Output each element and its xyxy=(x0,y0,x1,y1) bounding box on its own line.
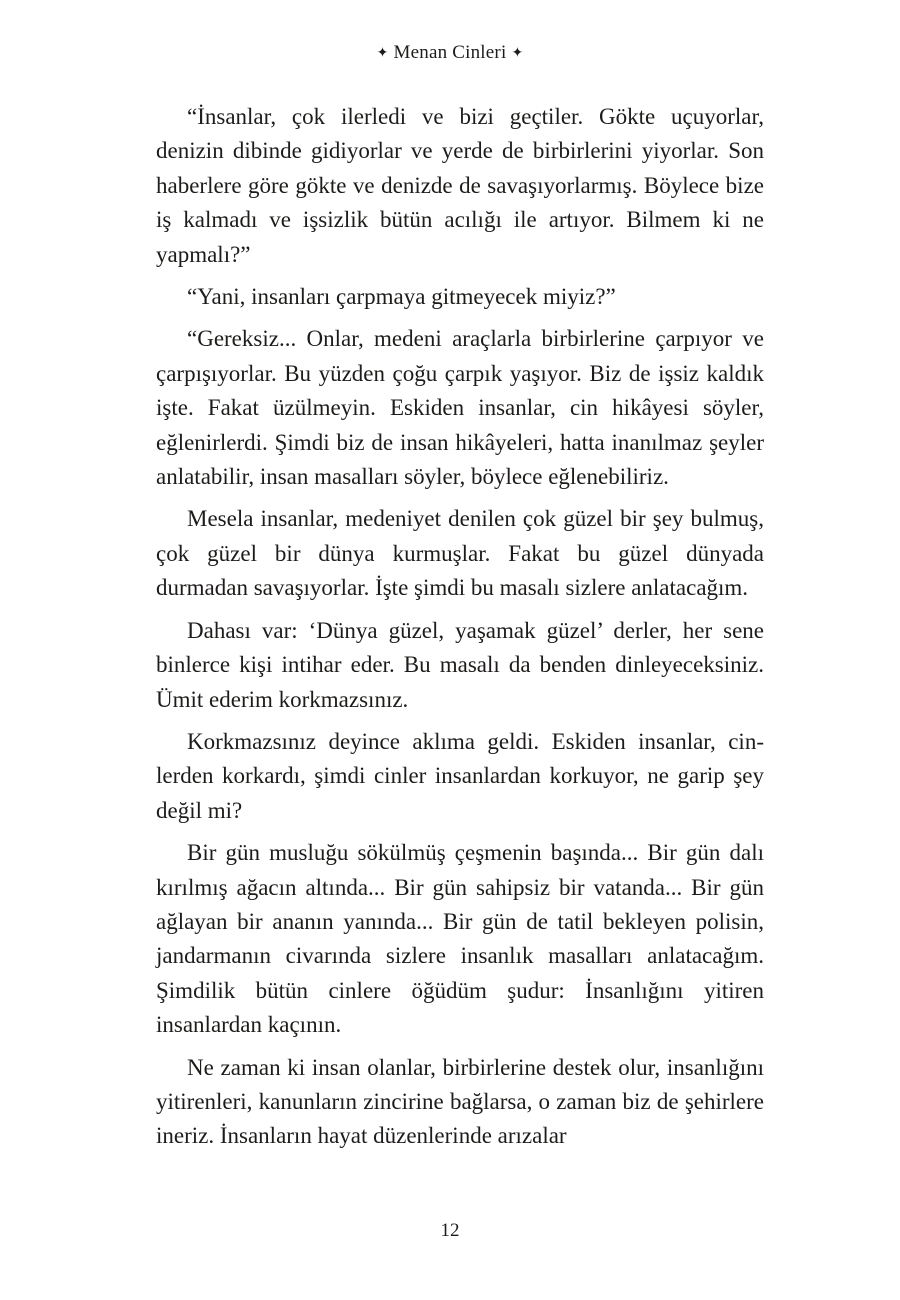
paragraph: Mesela insanlar, medeniyet denilen çok güzel bir şey bulmuş, çok güzel bir dünya kurmuşlar. Fakat bu güzel dünyada durmadan savaşıyorlar. İşte şimdi bu masalı sizlere anlatacağım. xyxy=(156,506,764,601)
book-title: Menan Cinleri xyxy=(393,42,507,63)
paragraph: Ne zaman ki insan olanlar, birbirlerine destek olur, insanlığını yitirenleri, kanunların zincirine bağlarsa, o zaman biz de şehirlere ineriz. İnsanların hayat düzenlerinde arızalar xyxy=(156,1054,764,1149)
ornament-star-icon: ✦ xyxy=(376,46,389,61)
paragraph: Dahası var: ‘Dünya güzel, yaşamak güzel’ derler, her sene binlerce kişi intihar eder. Bu masalı da benden dinleyeceksiniz. Ümit ederim korkmazsınız. xyxy=(156,617,764,712)
paragraph: “Yani, insanları çarpmaya gitmeyecek miyiz?” xyxy=(187,284,616,310)
paragraph: “İnsanlar, çok ilerledi ve bizi geçtiler. Gökte uçuyorlar, denizin dibinde gidiyorlar ve yerde de birbirlerini yiyorlar. Son haberlere göre gökte ve denizde de savaşıyorlarmış. Böylece bize iş kalmadı ve işsizlik bütün acılığı ile artıyor. Bilmem ki ne yapmalı?” xyxy=(156,104,764,267)
paragraph: Korkmazsınız deyince aklıma geldi. Eskiden insanlar, cinlerden korkardı, şimdi cinler insanlardan korkuyor, ne garip şey değil mi? xyxy=(156,728,764,823)
page-number: 12 xyxy=(440,1220,460,1241)
running-header xyxy=(0,40,900,67)
paragraph: Bir gün musluğu sökülmüş çeşmenin başında... Bir gün dalı kırılmış ağacın altında... Bir gün sahipsiz bir vatanda... Bir gün ağlayan bir ananın yanında... Bir gün de tatil bekleyen polisin, jandarmanın civarında sizlere insanlık masalları anlatacağım. Şimdilik bütün cinlere öğüdüm şudur: İnsanlığını yitiren insanlardan kaçının. xyxy=(156,840,764,1038)
paragraph: “Gereksiz... Onlar, medeni araçlarla birbirlerine çarpıyor ve çarpışıyorlar. Bu yüzden çoğu çarpık yaşıyor. Biz de işsiz kaldık işte. Fakat üzülmeyin. Eskiden insanlar, cin hikâyesi söyler, eğlenirlerdi. Şimdi biz de insan hikâyeleri, hatta inanılmaz şeyler anlatabilir, insan masalları söyler, böylece eğlenebiliriz. xyxy=(156,326,764,490)
ornament-star-icon: ✦ xyxy=(511,46,524,61)
body-text xyxy=(156,100,764,1162)
